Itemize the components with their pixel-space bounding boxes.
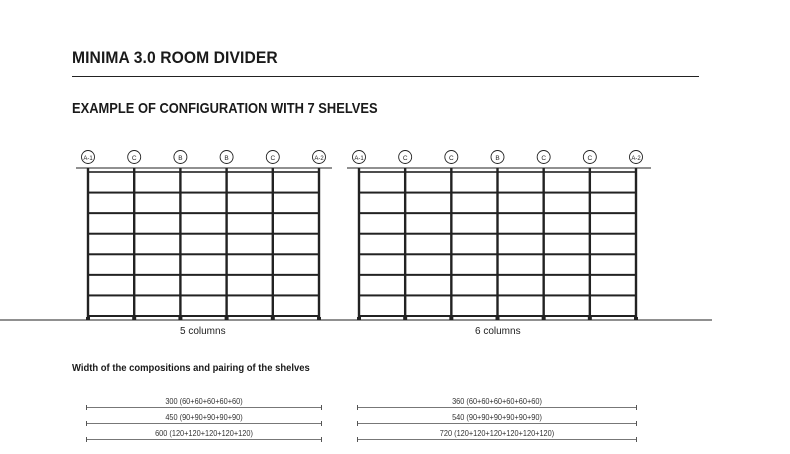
left-unit-post — [179, 168, 181, 320]
left-unit-shelf — [88, 233, 319, 235]
left-unit-foot — [86, 317, 90, 320]
column-label: B — [224, 155, 229, 162]
right-unit-shelf — [359, 294, 636, 296]
left-unit-caption: 5 columns — [180, 326, 226, 337]
left-unit-foot — [271, 317, 275, 320]
right-unit-foot — [634, 317, 638, 320]
left-unit-foot — [317, 317, 321, 320]
right-unit-post — [542, 168, 544, 320]
column-label: C — [448, 155, 454, 162]
right-unit-foot — [403, 317, 407, 320]
left-unit-post — [87, 168, 89, 320]
column-label: A-1 — [354, 156, 364, 162]
right-unit-shelf — [359, 171, 636, 173]
page-title: MINIMA 3.0 ROOM DIVIDER — [72, 48, 278, 67]
width-label: 300 (60+60+60+60+60) — [165, 397, 243, 406]
dimension-line — [357, 407, 637, 408]
width-dimension-right-3 — [357, 429, 637, 443]
right-unit-foot — [357, 317, 361, 320]
left-unit-post — [318, 168, 320, 320]
right-unit-post — [496, 168, 498, 320]
left-unit-shelf — [88, 294, 319, 296]
right-unit-shelf — [359, 233, 636, 235]
dimension-line — [86, 423, 322, 424]
left-unit-post — [225, 168, 227, 320]
left-unit-shelf — [88, 212, 319, 214]
column-label: C — [541, 155, 547, 162]
width-dimension-left-3 — [86, 429, 322, 443]
left-shelf-unit — [82, 151, 326, 321]
left-unit-foot — [178, 317, 182, 320]
width-label: 600 (120+120+120+120+120) — [155, 429, 253, 438]
left-unit-shelf — [88, 315, 319, 317]
width-label: 360 (60+60+60+60+60+60) — [452, 397, 542, 406]
right-unit-shelf — [359, 192, 636, 194]
right-unit-post — [358, 168, 360, 320]
width-label: 450 (90+90+90+90+90) — [165, 413, 243, 422]
column-label: C — [587, 155, 593, 162]
right-unit-post — [635, 168, 637, 320]
column-label: C — [402, 155, 408, 162]
right-unit-post — [450, 168, 452, 320]
dimension-line — [86, 439, 322, 440]
dimension-line — [357, 439, 637, 440]
column-label: A-2 — [631, 156, 641, 162]
right-unit-foot — [449, 317, 453, 320]
right-unit-post — [589, 168, 591, 320]
column-label: B — [178, 155, 183, 162]
left-unit-post — [272, 168, 274, 320]
column-label: A-1 — [83, 156, 93, 162]
widths-heading: Width of the compositions and pairing of the shelves — [72, 362, 310, 374]
left-unit-shelf — [88, 274, 319, 276]
column-label: C — [131, 155, 137, 162]
right-unit-shelf — [359, 274, 636, 276]
left-unit-post — [133, 168, 135, 320]
right-unit-shelf — [359, 253, 636, 255]
width-dimension-left-2 — [86, 413, 322, 427]
right-unit-foot — [588, 317, 592, 320]
column-label: B — [495, 155, 500, 162]
left-unit-shelf — [88, 253, 319, 255]
left-unit-shelf — [88, 171, 319, 173]
right-unit-post — [404, 168, 406, 320]
right-shelf-unit — [353, 151, 643, 321]
section-subtitle: EXAMPLE OF CONFIGURATION WITH 7 SHELVES — [72, 100, 378, 117]
width-dimension-left-1 — [86, 397, 322, 411]
left-unit-shelf — [88, 192, 319, 194]
right-unit-shelf — [359, 212, 636, 214]
right-unit-shelf — [359, 315, 636, 317]
right-unit-foot — [496, 317, 500, 320]
width-label: 720 (120+120+120+120+120+120) — [439, 429, 555, 438]
dimension-line — [357, 423, 637, 424]
width-dimension-right-2 — [357, 413, 637, 427]
column-label: A-2 — [314, 156, 324, 162]
dimension-line — [86, 407, 322, 408]
right-unit-caption: 6 columns — [475, 326, 521, 337]
left-unit-foot — [132, 317, 136, 320]
width-label: 540 (90+90+90+90+90+90) — [452, 413, 542, 422]
left-unit-foot — [225, 317, 229, 320]
column-label: C — [270, 155, 276, 162]
width-dimension-right-1 — [357, 397, 637, 411]
right-unit-foot — [542, 317, 546, 320]
